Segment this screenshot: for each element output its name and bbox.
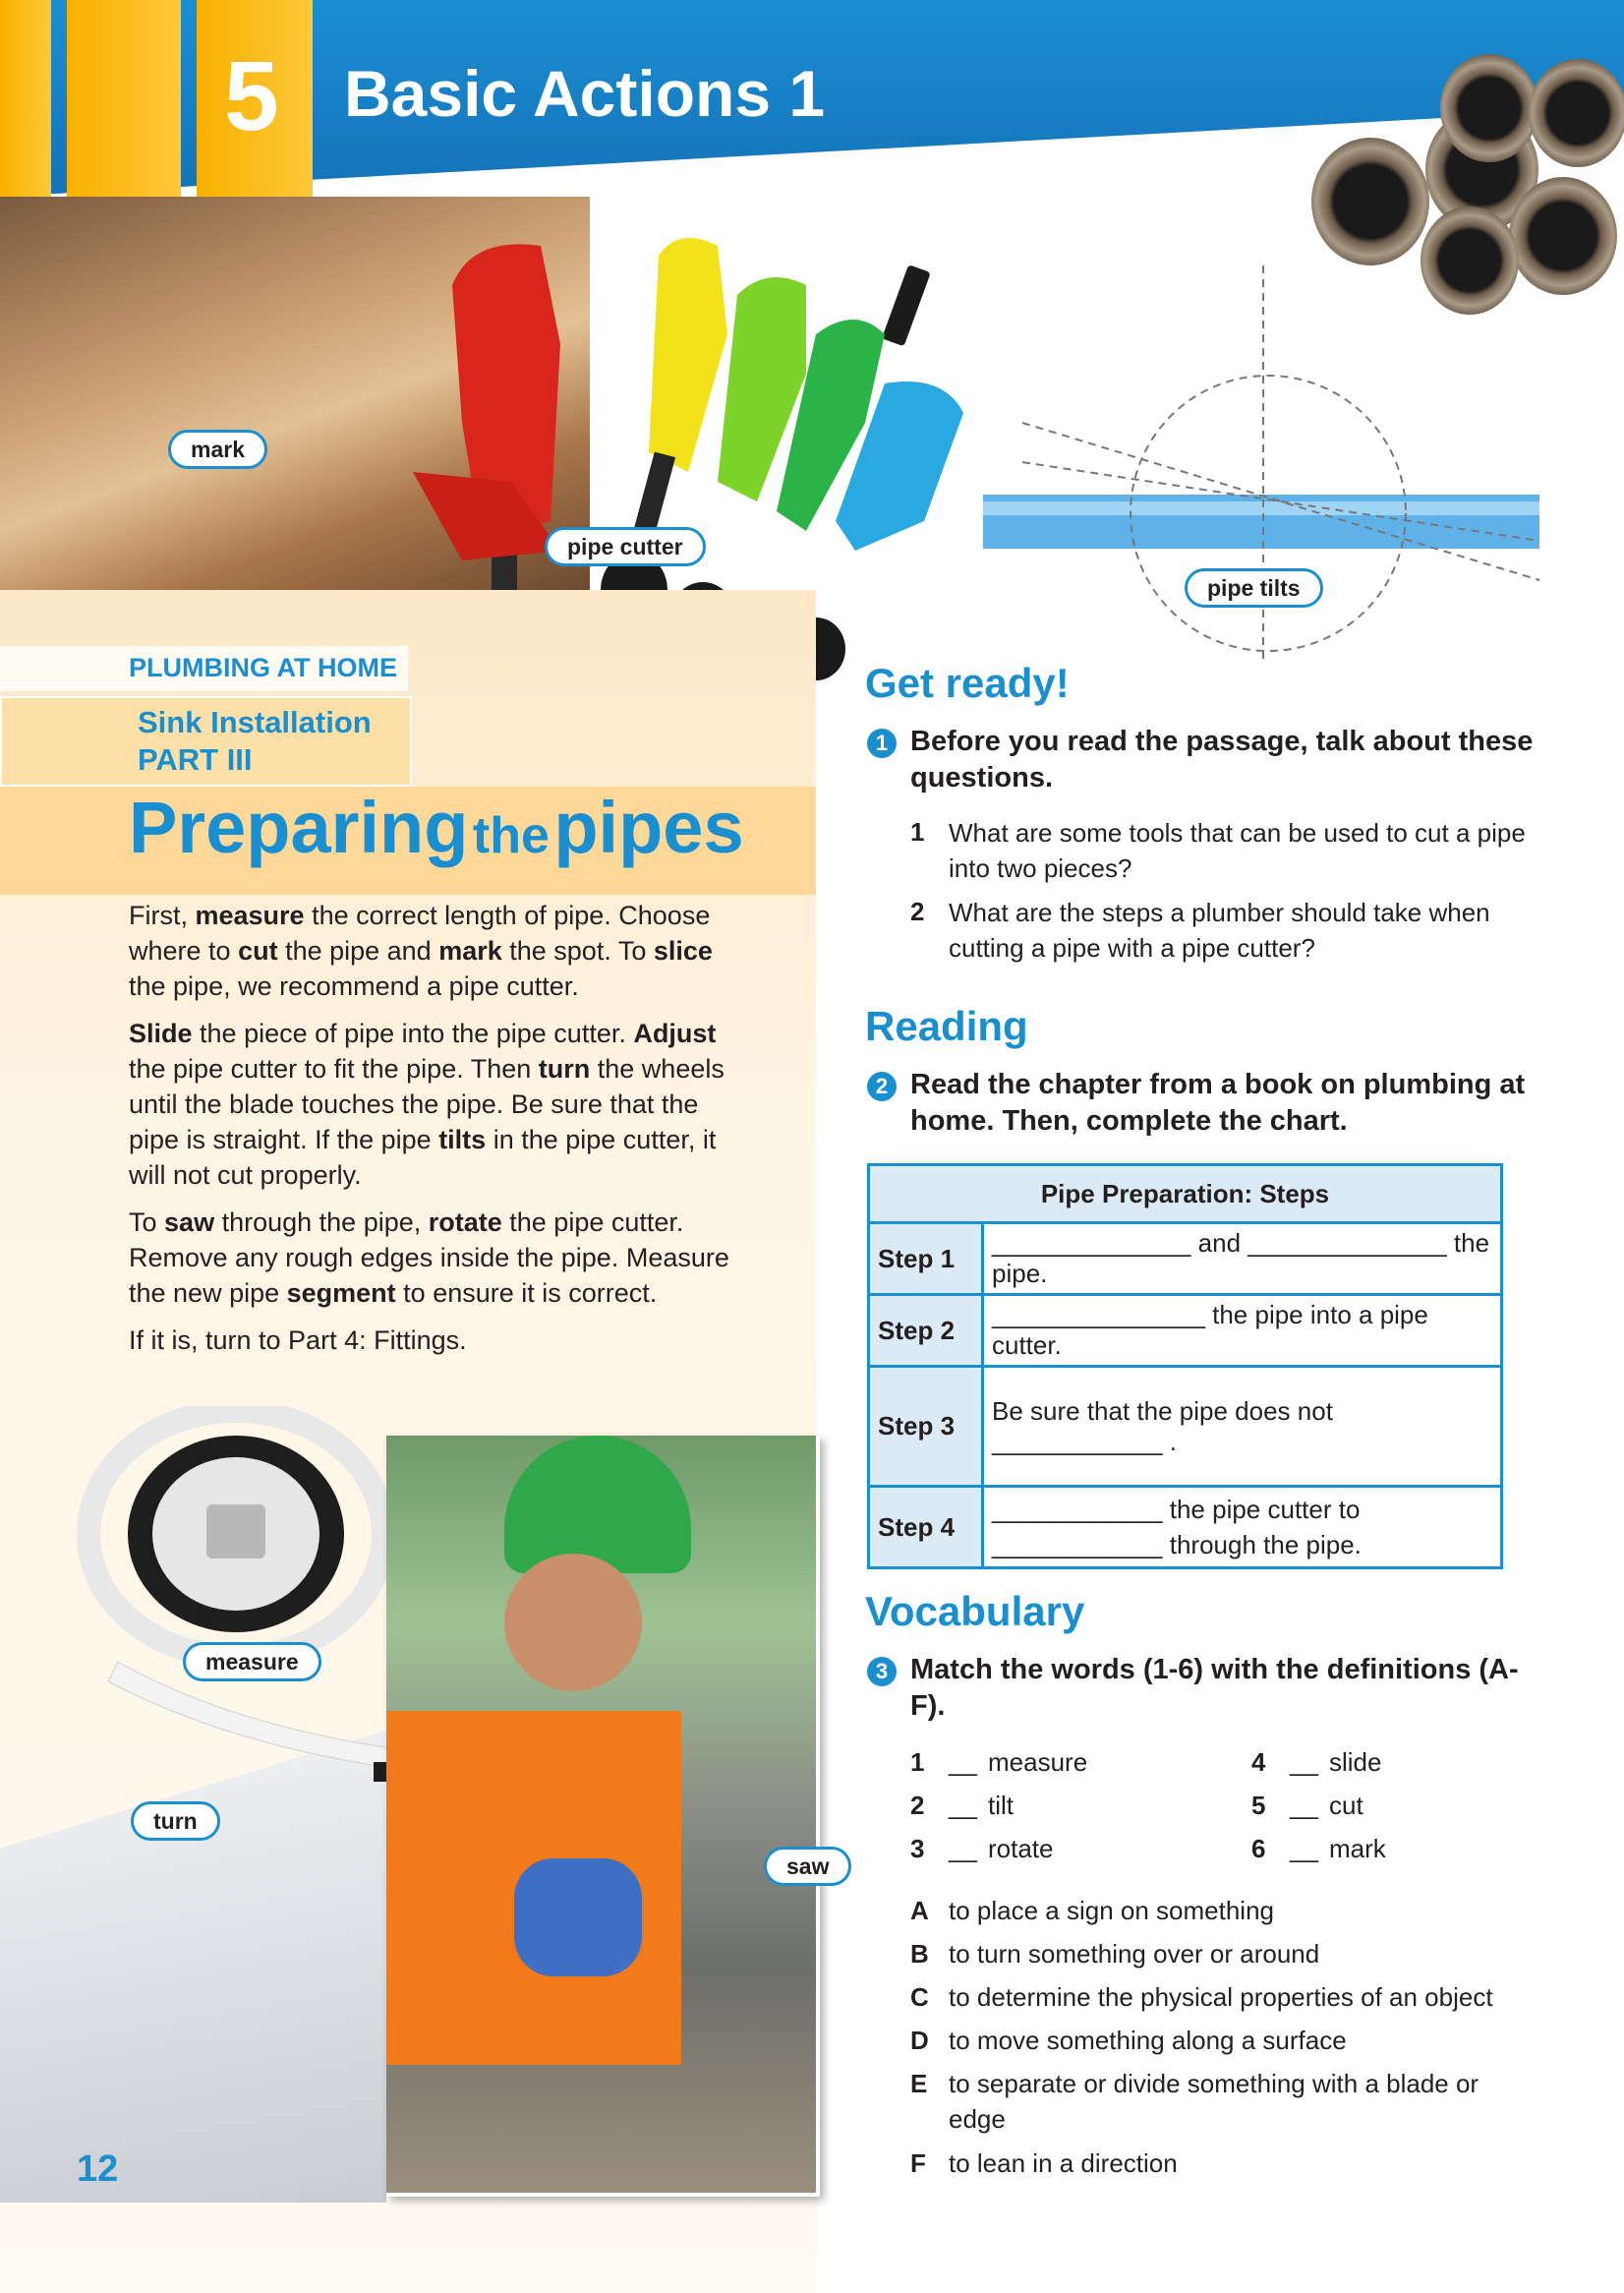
green-hard-hat <box>504 1436 691 1573</box>
vocab-4-blank[interactable]: __ <box>1290 1747 1318 1777</box>
unit-title: Basic Actions 1 <box>344 57 826 130</box>
exercise-2-instruction: Read the chapter from a book on plumbing at home. Then, complete the chart. <box>910 1069 1526 1137</box>
exercise-3-instruction: Match the words (1-6) with the definitions (A-F). <box>910 1654 1519 1722</box>
title-word-2: the <box>472 807 550 864</box>
vocab-6-blank[interactable]: __ <box>1290 1834 1318 1863</box>
question-2-number: 2 <box>910 897 925 926</box>
article-title <box>129 787 744 868</box>
exercise-1-instruction: Before you read the passage, talk about these questions. <box>910 726 1534 794</box>
vocab-3-blank[interactable]: __ <box>949 1834 977 1863</box>
definition-d-text: to move something along a surface <box>949 2026 1347 2055</box>
article-subtitle <box>138 704 372 779</box>
definition-e-letter: E <box>910 2069 928 2098</box>
work-glove <box>514 1858 642 1976</box>
step-4-text[interactable]: ____________ the pipe cutter to ____________ through the pipe. <box>983 1487 1502 1568</box>
vocab-2-blank[interactable]: __ <box>949 1791 977 1820</box>
vocab-2-word: tilt <box>988 1791 1014 1820</box>
exercise-1-number: 1 <box>867 729 897 758</box>
step-2-text[interactable]: _______________ the pipe into a pipe cutter. <box>983 1295 1502 1367</box>
definition-a-text: to place a sign on something <box>949 1896 1274 1925</box>
vocab-1-blank[interactable]: __ <box>949 1747 977 1777</box>
definition-b-letter: B <box>910 1939 929 1969</box>
vocab-2-number: 2 <box>910 1791 925 1820</box>
worker-sawing-photo <box>386 1436 820 2197</box>
step-3-text[interactable]: Be sure that the pipe does not ____________ . <box>983 1367 1502 1487</box>
question-1-text: What are some tools that can be used to cut a pipe into two pieces? <box>949 818 1526 883</box>
worker-face <box>504 1554 642 1691</box>
article-paragraph-3: To saw through the pipe, rotate the pipe cutter. Remove any rough edges inside the pipe. Measure the new pipe segment to ensure it is correct. <box>129 1207 729 1308</box>
vocabulary-heading: Vocabulary <box>865 1588 1085 1634</box>
subtitle-line-1: Sink Installation <box>138 705 372 739</box>
step-4-label: Step 4 <box>869 1487 983 1568</box>
label-pipe-cutter: pipe cutter <box>545 527 706 566</box>
label-saw: saw <box>764 1847 851 1886</box>
article-paragraph-2: Slide the piece of pipe into the pipe cutter. Adjust the pipe cutter to fit the pipe. Then turn the wheels until the blade touches the pipe. Be sure that the pipe is straight. If the pipe tilts in the pipe cutter, it will not cut properly. <box>129 1019 725 1190</box>
steps-chart <box>867 1163 1503 1569</box>
definition-a-letter: A <box>910 1896 929 1925</box>
unit-number: 5 <box>224 41 279 151</box>
label-turn: turn <box>131 1801 220 1841</box>
definition-f-letter: F <box>910 2148 926 2178</box>
vocab-3-word: rotate <box>988 1834 1054 1863</box>
step-1-label: Step 1 <box>869 1223 983 1295</box>
step-1-text[interactable]: ______________ and ______________ the pipe. <box>983 1223 1502 1295</box>
yellow-pipe-cutter <box>601 238 727 627</box>
title-word-3: pipes <box>553 787 744 868</box>
article-paragraph-1: First, measure the correct length of pipe. Choose where to cut the pipe and mark the spot. To slice the pipe, we recommend a pipe cutter. <box>129 901 713 1001</box>
get-ready-heading: Get ready! <box>865 660 1070 706</box>
vocab-5-word: cut <box>1329 1791 1363 1820</box>
question-1-number: 1 <box>910 817 925 847</box>
vocab-3-number: 3 <box>910 1834 925 1863</box>
label-mark: mark <box>168 430 267 469</box>
vocab-4-number: 4 <box>1251 1747 1266 1777</box>
definition-c-text: to determine the physical properties of an object <box>949 1982 1493 2012</box>
exercise-2-number: 2 <box>867 1072 897 1101</box>
exercise-3-number: 3 <box>867 1657 897 1686</box>
definition-b-text: to turn something over or around <box>949 1939 1320 1969</box>
subtitle-line-2: PART III <box>138 742 253 777</box>
step-3-label: Step 3 <box>869 1367 983 1487</box>
article-kicker: PLUMBING AT HOME <box>129 653 397 682</box>
article-paragraph-4: If it is, turn to Part 4: Fittings. <box>129 1325 467 1355</box>
vocab-6-word: mark <box>1329 1834 1386 1863</box>
definition-d-letter: D <box>910 2026 929 2055</box>
vocab-5-blank[interactable]: __ <box>1290 1791 1318 1820</box>
title-word-1: Preparing <box>129 787 469 868</box>
vocab-1-number: 1 <box>910 1747 925 1777</box>
vocab-6-number: 6 <box>1251 1834 1266 1863</box>
definition-e-text: to separate or divide something with a blade or edge <box>949 2069 1479 2134</box>
chart-title: Pipe Preparation: Steps <box>869 1165 1502 1223</box>
reading-heading: Reading <box>865 1003 1028 1049</box>
label-pipe-tilts: pipe tilts <box>1185 568 1323 608</box>
question-2-text: What are the steps a plumber should take when cutting a pipe with a pipe cutter? <box>949 898 1490 963</box>
vocab-4-word: slide <box>1329 1747 1382 1777</box>
definition-c-letter: C <box>910 1982 929 2012</box>
page-number: 12 <box>77 2148 119 2190</box>
definition-f-text: to lean in a direction <box>949 2148 1178 2178</box>
vocab-1-word: measure <box>988 1747 1088 1777</box>
vocab-5-number: 5 <box>1251 1791 1266 1820</box>
label-measure: measure <box>183 1642 321 1681</box>
step-2-label: Step 2 <box>869 1295 983 1367</box>
